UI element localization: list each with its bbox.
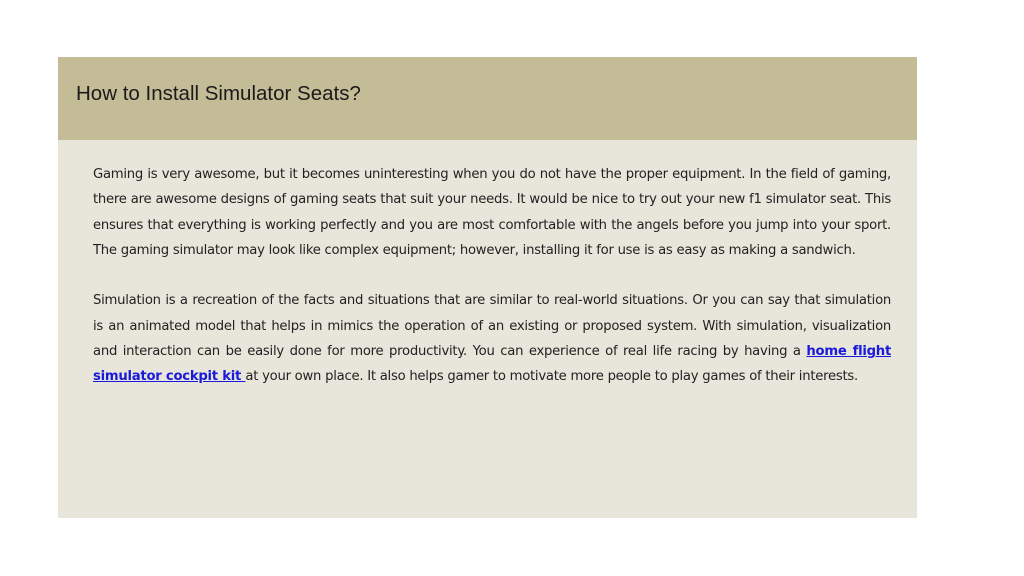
cockpit-kit-link[interactable]: home flight simulator cockpit kit [93,344,892,385]
paragraph-intro: Gaming is very awesome, but it becomes uninteresting when you do not have the proper equipment. In the field of gaming, there are awesome designs of gaming seats that suit your needs. It would be nice to try out your new f1 simulator seat. This ensures that everything is working perfectly and you are most comfortable with the angels before you jump into your sport. The gaming simulator may look like complex equipment; however, installing it for use is as easy as making a sandwich. [93,167,891,258]
content-panel [58,140,917,518]
article-body [93,162,891,415]
paragraph-text-after-link: at your own place. It also helps gamer to motivate more people to play games of their interests. [245,369,858,385]
title-band [58,57,917,140]
page-title: How to Install Simulator Seats? [76,82,361,105]
paragraph-text-before-link: Simulation is a recreation of the facts and situations that are similar to real-world situations. Or you can say that simulation is an animated model that helps in mimics the operation of an existing or proposed system. With simulation, visualization and interaction can be easily done for more productivity. You can experience of real life racing by having a [93,293,891,360]
paragraph-simulation [93,288,891,389]
